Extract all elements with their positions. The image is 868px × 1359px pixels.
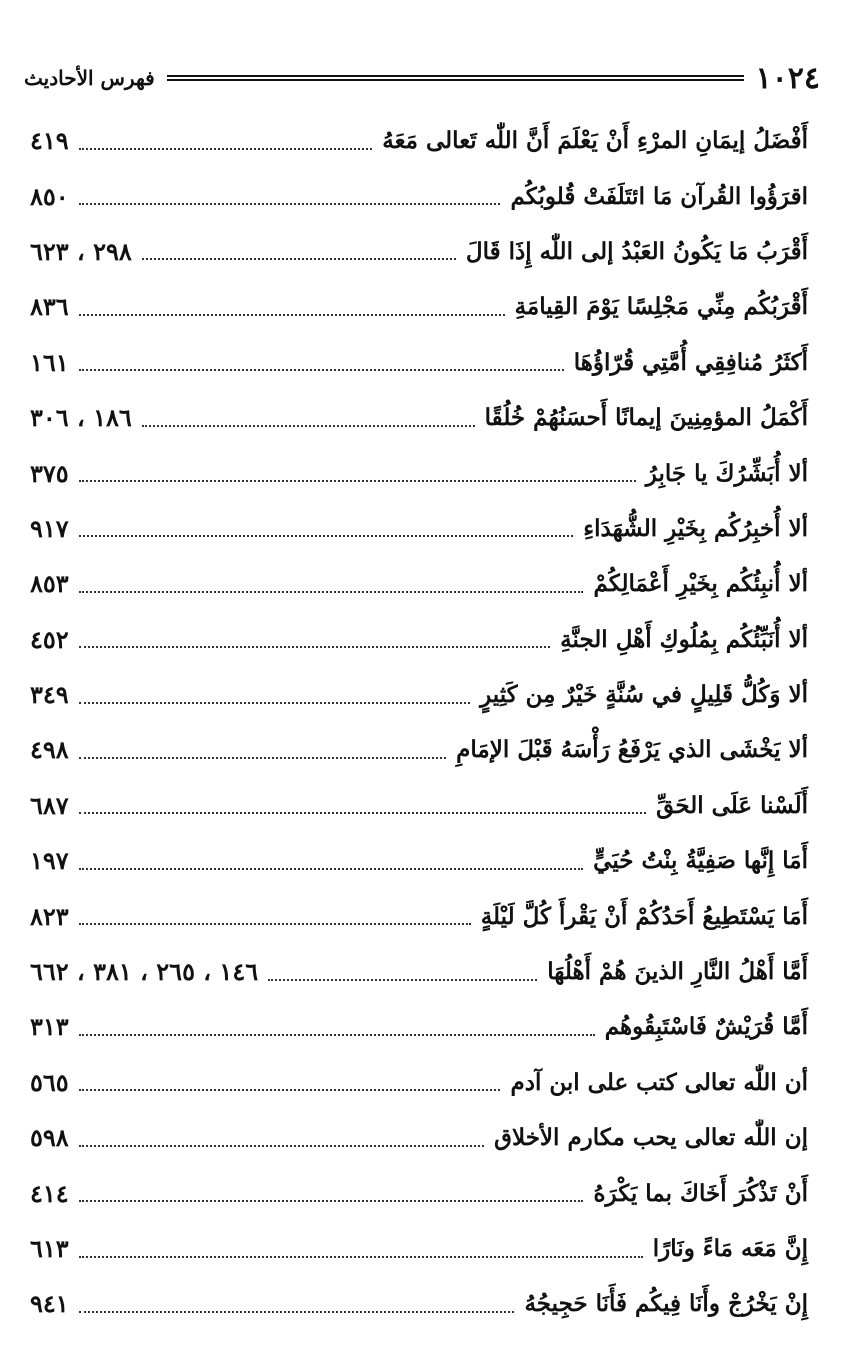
index-entry <box>30 1221 808 1276</box>
index-entry <box>30 1055 808 1110</box>
index-entry <box>30 667 808 722</box>
page-references: ٩١٧ <box>30 513 69 543</box>
hadith-text: إِنْ يَخْرُجْ وأَنَا فِيكُم فَأَنَا حَجِيجُهُ <box>524 1290 808 1318</box>
index-entry <box>30 1110 808 1165</box>
page-references: ٤١٤ <box>30 1178 69 1208</box>
hadith-text: ألا وَكُلُّ قَلِيلٍ في سُنَّةٍ خَيْرٌ مِن كَثِيرٍ <box>480 681 808 709</box>
page-references: ٥٩٨ <box>30 1123 69 1153</box>
page-references: ١٤٦ ، ٢٦٥ ، ٣٨١ ، ٦٦٢ <box>30 957 259 987</box>
page-references: ٤٩٨ <box>30 735 69 765</box>
index-entry <box>30 501 808 556</box>
page-references: ١٦١ <box>30 347 69 377</box>
page-references: ٣٤٩ <box>30 680 69 710</box>
header-rule <box>167 75 744 81</box>
page-references: ١٩٧ <box>30 846 69 876</box>
index-entry <box>30 279 808 334</box>
hadith-text: أَفْضَلُ إيمَانِ المرْءِ أَنْ يَعْلَمَ أَنَّ اللّٰه تَعالى مَعَهُ <box>382 127 808 155</box>
dot-leader <box>79 812 647 814</box>
dot-leader <box>79 1089 501 1091</box>
dot-leader <box>79 1256 643 1258</box>
dot-leader <box>79 646 551 648</box>
hadith-text: ألا أُنَبِّئُكُم بِمُلُوكِ أَهْلِ الجنَّةِ <box>560 625 808 653</box>
dot-leader <box>79 369 564 371</box>
page-references: ٨٢٣ <box>30 901 69 931</box>
page-references: ١٨٦ ، ٣٠٦ <box>30 403 132 433</box>
index-entry <box>30 612 808 667</box>
dot-leader <box>79 702 470 704</box>
page-header <box>24 58 820 98</box>
hadith-text: أَنْ تَذْكُرَ أَخَاكَ بما يَكْرَهُ <box>593 1179 808 1207</box>
dot-leader <box>79 1311 515 1313</box>
hadith-text: أَقْرَبُكُم مِنِّي مَجْلِسًا يَوْمَ القِيامَةِ <box>514 293 808 321</box>
index-entry <box>30 999 808 1054</box>
dot-leader <box>79 314 505 316</box>
hadith-text: أَمَّا أَهْلُ النَّارِ الذينَ هُمْ أَهْلُهَا <box>547 958 808 986</box>
hadith-index-list <box>30 113 808 1332</box>
dot-leader <box>268 979 537 981</box>
index-entry <box>30 778 808 833</box>
dot-leader <box>79 480 636 482</box>
hadith-text: اقرَؤُوا القُرآن مَا ائتَلَفَتْ قُلوبُكُم <box>510 182 808 210</box>
dot-leader <box>79 923 471 925</box>
dot-leader <box>142 425 475 427</box>
hadith-text: أَمَّا قُرَيْشٌ فَاسْتَبِقُوهُم <box>604 1013 808 1041</box>
page-references: ٣٧٥ <box>30 458 69 488</box>
hadith-text: ألا أُنبِئُكُم بِخَيْرِ أَعْمَالِكُمْ <box>593 570 808 598</box>
page-references: ٤٥٢ <box>30 624 69 654</box>
page-references: ٤١٩ <box>30 126 69 156</box>
page-references: ٦١٣ <box>30 1234 69 1263</box>
dot-leader <box>79 148 373 150</box>
dot-leader <box>142 258 456 260</box>
page-references: ٣١٣ <box>30 1012 69 1042</box>
dot-leader <box>79 757 447 759</box>
hadith-text: أَكْمَلُ المؤمِنِينَ إيمانًا أَحسَنُهُمْ خُلُقًا <box>484 404 808 432</box>
hadith-text: أَمَا يَسْتَطِيعُ أَحَدُكُمْ أَنْ يَقْرأَ كُلَّ لَيْلَةٍ <box>480 902 808 930</box>
hadith-text: أَكثَرُ مُنافِقِي أُمَّتِي قُرّاؤُهَا <box>573 348 808 376</box>
hadith-text: ألا أُخبِرُكُم بِخَيْرِ الشُّهَدَاءِ <box>583 514 808 542</box>
index-entry <box>30 888 808 943</box>
hadith-text: إِنَّ مَعَه مَاءً ونَارًا <box>652 1235 808 1262</box>
index-entry <box>30 224 808 279</box>
hadith-text: أَقْرَبُ مَا يَكُونُ العَبْدُ إلى اللّٰه إِذَا قَالَ <box>465 237 808 265</box>
page-references: ٨٣٦ <box>30 292 69 322</box>
page-references: ٨٥٣ <box>30 569 69 599</box>
dot-leader <box>79 868 583 870</box>
dot-leader <box>79 1145 484 1147</box>
index-entry <box>30 556 808 611</box>
hadith-text: إن اللّٰه تعالى يحب مكارم الأخلاق <box>494 1124 808 1152</box>
page-references: ٨٥٠ <box>30 181 69 211</box>
hadith-text: أن اللّٰه تعالى كتب على ابن آدم <box>510 1068 808 1096</box>
index-entry <box>30 722 808 777</box>
index-entry <box>30 168 808 223</box>
dot-leader <box>79 1034 595 1036</box>
dot-leader <box>79 1200 584 1202</box>
page-references: ٥٦٥ <box>30 1067 69 1097</box>
dot-leader <box>79 591 584 593</box>
index-entry <box>30 1276 808 1331</box>
hadith-text: ألا يَخْشَى الذي يَرْفَعُ رَأْسَهُ قَبْلَ الإمَامِ <box>456 736 808 764</box>
index-entry <box>30 944 808 999</box>
index-entry <box>30 445 808 500</box>
page-references: ٢٩٨ ، ٦٢٣ <box>30 236 132 266</box>
hadith-text: ألا أُبَشِّرُكَ يا جَابِرُ <box>645 459 808 487</box>
hadith-text: أَلَسْنا عَلَى الحَقِّ <box>656 791 808 819</box>
hadith-text: أَمَا إِنَّها صَفِيَّةُ بِنْتُ حُيَيٍّ <box>593 847 808 875</box>
index-entry <box>30 833 808 888</box>
dot-leader <box>79 535 574 537</box>
index-entry <box>30 1165 808 1220</box>
index-entry <box>30 390 808 445</box>
page-references: ٦٨٧ <box>30 790 69 820</box>
index-entry <box>30 113 808 168</box>
index-entry <box>30 335 808 390</box>
page-number: ١٠٢٤ <box>755 60 820 96</box>
dot-leader <box>79 203 501 205</box>
page-references: ٩٤١ <box>30 1289 69 1319</box>
index-title: فهرس الأحاديث <box>24 66 155 90</box>
